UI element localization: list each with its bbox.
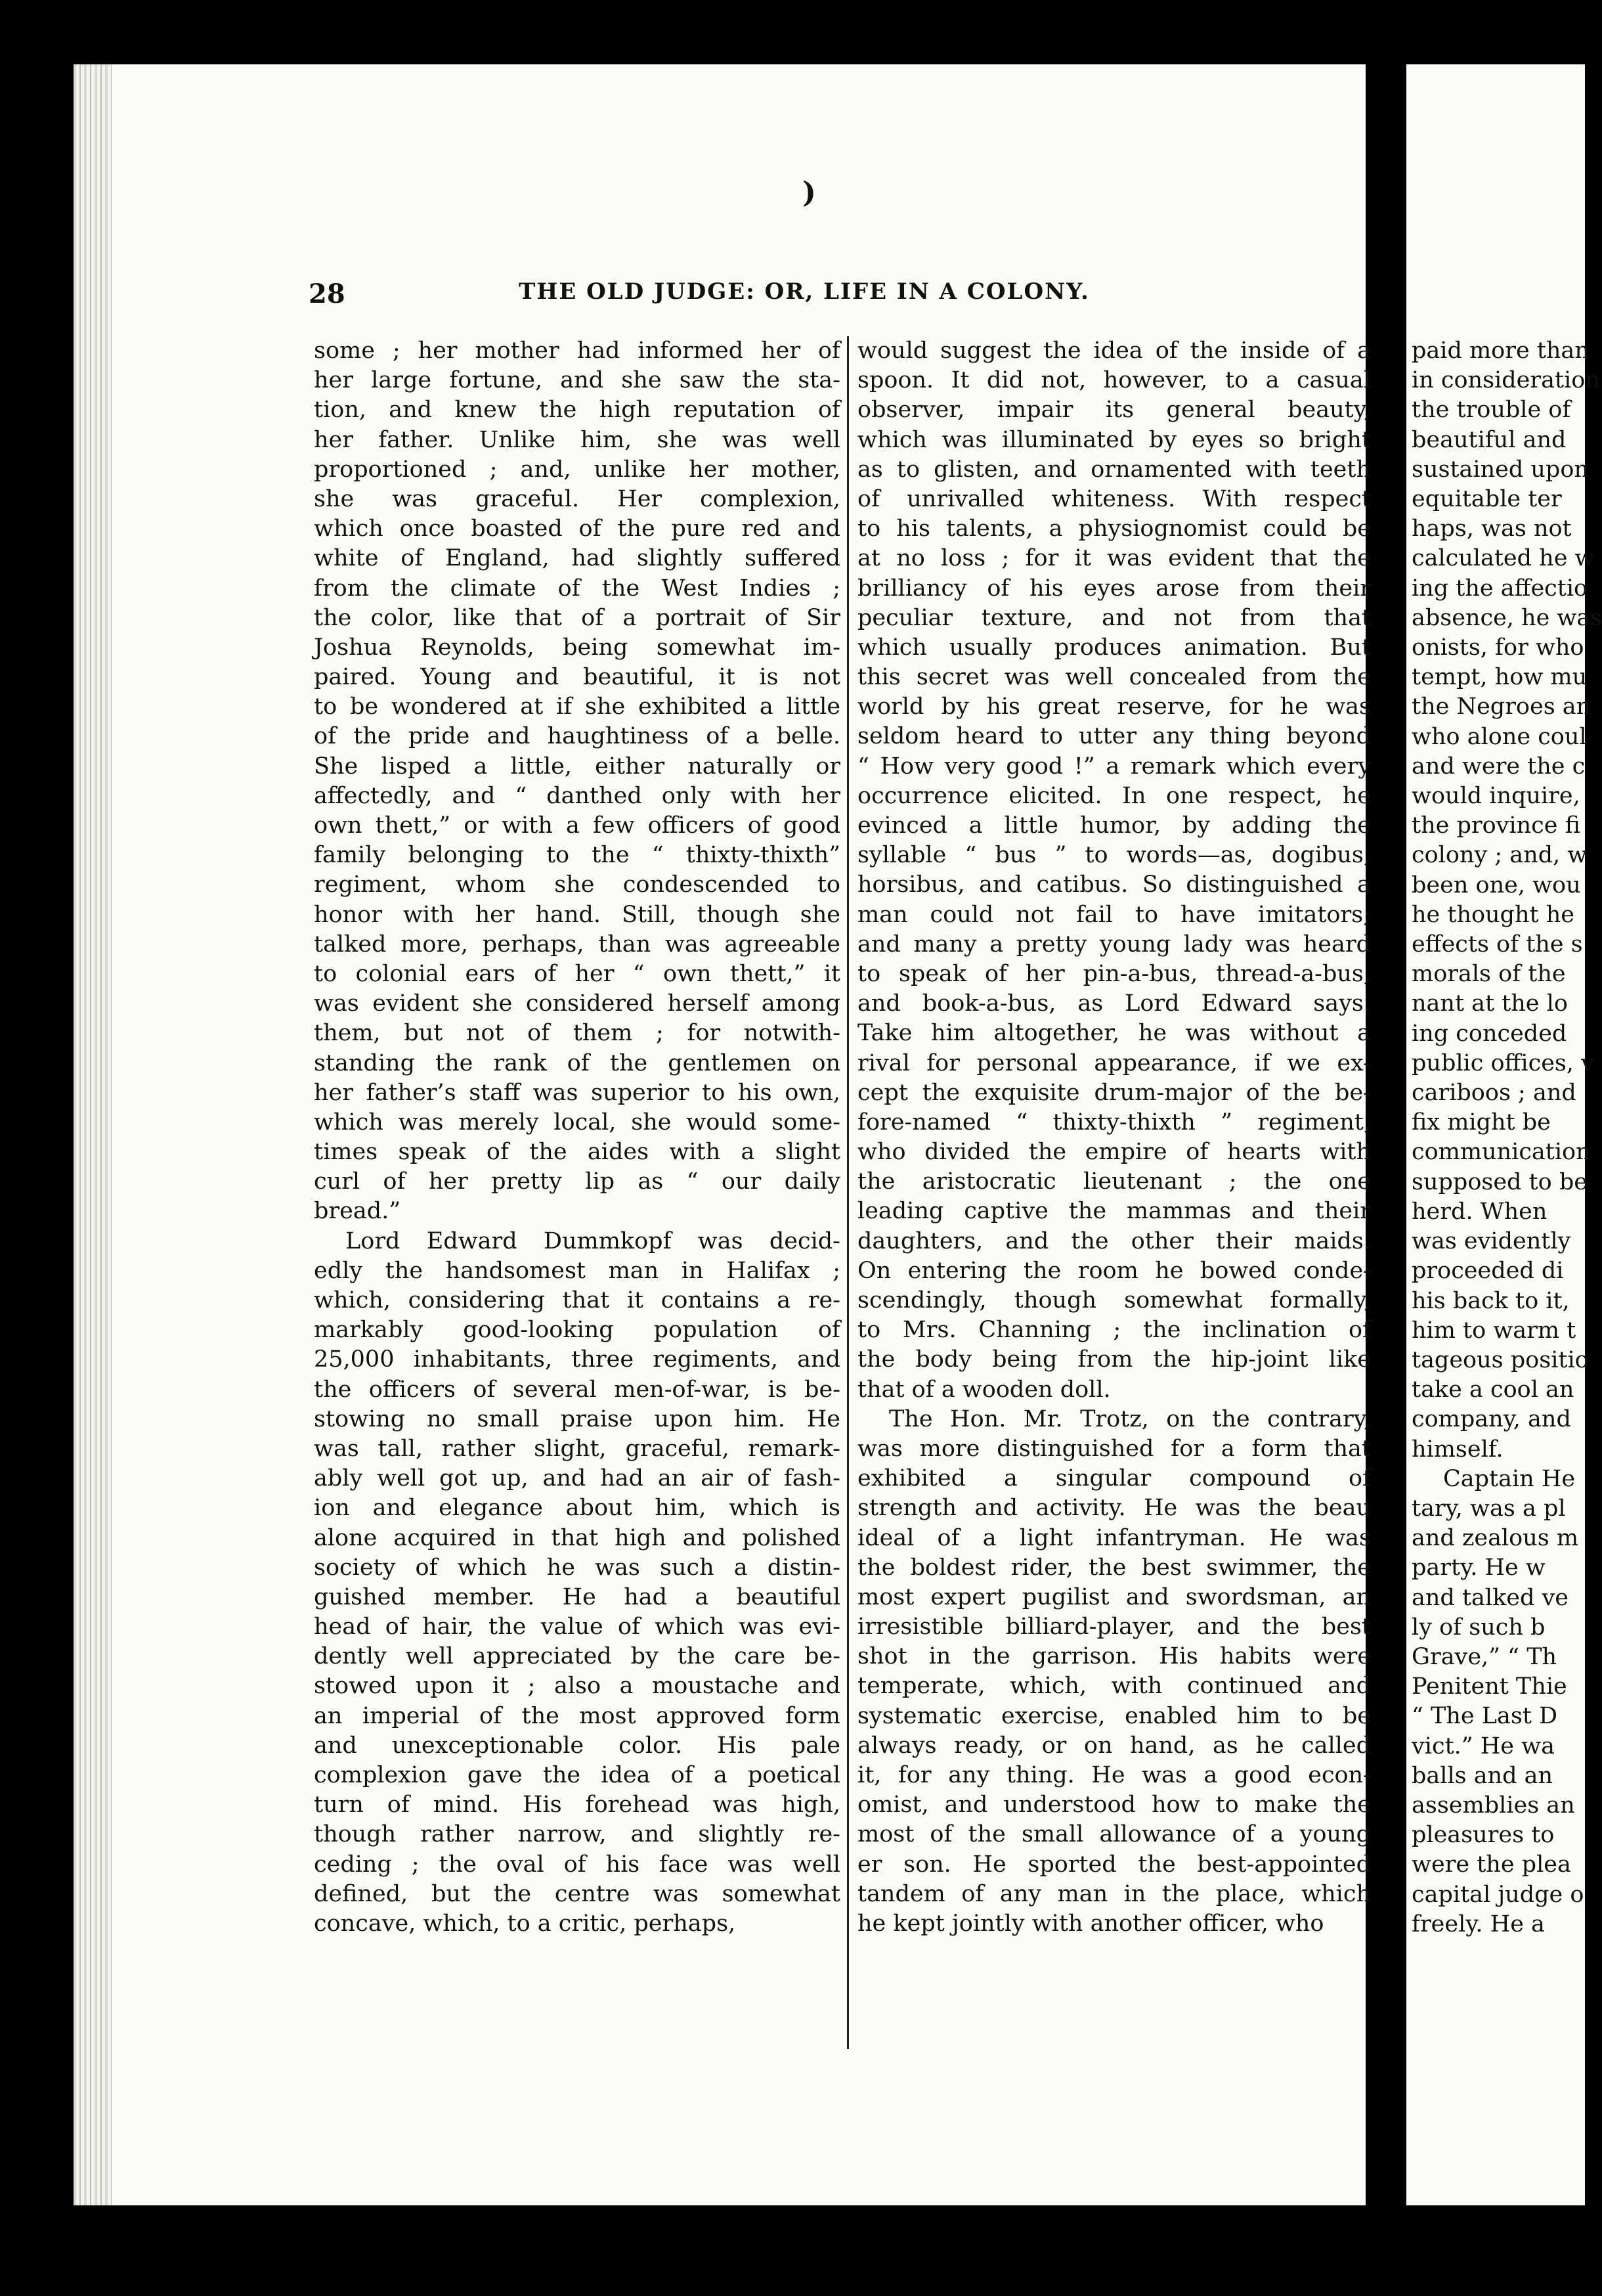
text-line: Lord Edward Dummkopf was decid- [345, 1227, 840, 1254]
text-line: colony ; and, w [1412, 842, 1588, 869]
text-line: turn of mind. His forehead was high, [314, 1792, 840, 1819]
text-line: dently well appreciated by the care be- [314, 1643, 840, 1670]
text-line: to speak of her pin-a-bus, thread-a-bus, [857, 960, 1371, 987]
text-line: take a cool an [1412, 1377, 1574, 1403]
text-line: Joshua Reynolds, being somewhat im- [314, 634, 840, 661]
text-line: from the climate of the West Indies ; [314, 575, 840, 602]
text-column-right-partial [1412, 336, 1602, 1939]
text-line: fix might be [1412, 1109, 1551, 1136]
text-line: proceeded di [1412, 1258, 1564, 1285]
text-line: in consideration [1412, 367, 1600, 394]
text-line: tary, was a pl [1412, 1495, 1566, 1522]
text-line: to be wondered at if she exhibited a little [314, 694, 840, 720]
text-line: himself. [1412, 1436, 1504, 1463]
text-line: tandem of any man in the place, which [857, 1880, 1371, 1907]
text-line: shot in the garrison. His habits were [857, 1643, 1371, 1670]
text-line: assemblies an [1412, 1792, 1575, 1819]
text-line: to Mrs. Channing ; the inclination of [857, 1317, 1371, 1344]
text-line: who divided the empire of hearts with [857, 1139, 1371, 1166]
text-line: temperate, which, with continued and [857, 1673, 1371, 1700]
text-line: the color, like that of a portrait of Sir [314, 604, 840, 631]
text-line: evinced a little humor, by adding the [857, 812, 1371, 839]
text-line: ion and elegance about him, which is [314, 1495, 840, 1522]
page-spine-edge [74, 64, 112, 2205]
text-line: cept the exquisite drum-major of the be- [857, 1079, 1371, 1106]
text-line: head of hair, the value of which was evi- [314, 1614, 840, 1641]
text-line: and zealous m [1412, 1525, 1579, 1552]
text-line: curl of her pretty lip as “ our daily [314, 1168, 840, 1195]
text-line: syllable “ bus ” to words—as, dogibus, [857, 842, 1371, 869]
text-line: pleasures to [1412, 1822, 1555, 1849]
text-line: systematic exercise, enabled him to be [857, 1702, 1371, 1729]
text-line: Grave,” “ Th [1412, 1643, 1557, 1670]
text-line: the trouble of [1412, 397, 1571, 424]
text-line: defined, but the centre was somewhat [314, 1880, 840, 1907]
text-line: times speak of the aides with a slight [314, 1139, 840, 1166]
text-line: tion, and knew the high reputation of [314, 397, 840, 424]
text-line: family belonging to the “ thixty-thixth” [314, 842, 840, 869]
text-line: Captain He [1443, 1465, 1576, 1492]
text-line: nant at the lo [1412, 990, 1568, 1017]
text-line: stowed upon it ; also a moustache and [314, 1673, 840, 1700]
text-line: world by his great reserve, for he was [857, 694, 1371, 720]
text-line: “ How very good !” a remark which every [857, 753, 1371, 780]
text-line: her large fortune, and she saw the sta- [314, 367, 840, 394]
text-line: her father. Unlike him, she was well [314, 426, 840, 453]
text-line: “ The Last D [1412, 1703, 1558, 1730]
text-line: fore-named “ thixty-thixth ” regiment, [857, 1109, 1371, 1136]
text-line: morals of the [1412, 961, 1566, 988]
text-line: exhibited a singular compound of [857, 1465, 1371, 1492]
text-line: paired. Young and beautiful, it is not [314, 664, 840, 691]
text-line: most of the small allowance of a young [857, 1821, 1371, 1848]
text-line: leading captive the mammas and their [857, 1198, 1371, 1225]
text-line: and unexceptionable color. His pale [314, 1732, 840, 1759]
text-line: complexion gave the idea of a poetical [314, 1762, 840, 1788]
text-line: capital judge o [1412, 1881, 1584, 1908]
text-line: sustained upon [1412, 456, 1589, 483]
text-line: haps, was not [1412, 516, 1572, 542]
text-line: some ; her mother had informed her of [314, 338, 840, 364]
text-line: equitable ter [1412, 486, 1562, 513]
text-line: of the pride and haughtiness of a belle. [314, 723, 840, 750]
text-line: On entering the room he bowed conde- [857, 1257, 1371, 1284]
text-line: man could not fail to have imitators; [857, 901, 1371, 928]
text-line: communication [1412, 1139, 1591, 1166]
text-line: always ready, or on hand, as he called [857, 1732, 1371, 1759]
text-line: ceding ; the oval of his face was well [314, 1851, 840, 1878]
text-line: ly of such b [1412, 1614, 1546, 1641]
text-line: party. He w [1412, 1555, 1546, 1581]
text-line: which was merely local, she would some- [314, 1109, 840, 1136]
text-line: bread.” [314, 1198, 401, 1225]
text-line: which was illuminated by eyes so bright [857, 426, 1371, 453]
text-line: honor with her hand. Still, though she [314, 901, 840, 928]
text-line: alone acquired in that high and polished [314, 1524, 840, 1551]
text-line: this secret was well concealed from the [857, 664, 1371, 691]
text-line: balls and an [1412, 1762, 1553, 1789]
text-line: who alone coul [1412, 723, 1587, 750]
text-line: brilliancy of his eyes arose from their [857, 575, 1371, 602]
stray-mark: ) [802, 176, 816, 210]
text-line: to colonial ears of her “ own thett,” it [314, 960, 840, 987]
text-line: which once boasted of the pure red and [314, 516, 840, 542]
column-rule [847, 336, 849, 2049]
text-line: proportioned ; and, unlike her mother, [314, 456, 840, 483]
text-line: talked more, perhaps, than was agreeable [314, 931, 840, 958]
text-line: beautiful and [1412, 426, 1567, 453]
text-line: markably good-looking population of [314, 1317, 840, 1344]
text-line: daughters, and the other their maids. [857, 1227, 1371, 1254]
text-line: own thett,” or with a few officers of good [314, 812, 840, 839]
text-line: tageous positio [1412, 1346, 1589, 1373]
text-line: were the plea [1412, 1851, 1571, 1878]
text-line: seldom heard to utter any thing beyond [857, 723, 1371, 750]
text-line: which, considering that it contains a re- [314, 1287, 840, 1314]
text-line: concave, which, to a critic, perhaps, [314, 1910, 736, 1937]
text-line: ing conceded [1412, 1020, 1567, 1047]
page-number: 28 [309, 278, 345, 309]
text-line: her father’s staff was superior to his own, [314, 1079, 840, 1106]
text-line: public offices, v [1412, 1049, 1594, 1076]
text-line: to his talents, a physiognomist could be [857, 516, 1371, 542]
text-line: of unrivalled whiteness. With respect [857, 485, 1371, 512]
text-line: occurrence elicited. In one respect, he [857, 782, 1371, 809]
text-line: ideal of a light infantryman. He was [857, 1524, 1371, 1551]
text-line: absence, he was [1412, 604, 1602, 631]
text-line: was evidently [1412, 1228, 1571, 1255]
text-line: She lisped a little, either naturally or [314, 753, 840, 780]
text-line: his back to it, [1412, 1287, 1570, 1314]
text-line: edly the handsomest man in Halifax ; [314, 1257, 840, 1284]
text-line: scendingly, though somewhat formally, [857, 1287, 1371, 1314]
text-line: regiment, whom she condescended to [314, 872, 840, 898]
text-line: would inquire, [1412, 783, 1580, 810]
text-line: most expert pugilist and swordsman, an [857, 1583, 1371, 1610]
text-line: cariboos ; and [1412, 1080, 1576, 1107]
text-line: 25,000 inhabitants, three regiments, and [314, 1346, 840, 1373]
text-line: though rather narrow, and slightly re- [314, 1821, 840, 1848]
text-line: the boldest rider, the best swimmer, the [857, 1554, 1371, 1581]
text-line: effects of the s [1412, 931, 1583, 958]
text-line: the province fi [1412, 812, 1580, 839]
text-line: would suggest the idea of the inside of a [857, 338, 1371, 364]
text-line: as to glisten, and ornamented with teeth [857, 456, 1371, 483]
text-line: and many a pretty young lady was heard [857, 931, 1371, 958]
text-line: was tall, rather slight, graceful, remark- [314, 1435, 840, 1462]
text-line: was evident she considered herself among [314, 990, 840, 1017]
text-line: the aristocratic lieutenant ; the one [857, 1168, 1371, 1195]
text-line: irresistible billiard-player, and the best [857, 1614, 1371, 1641]
text-line: the Negroes an [1412, 694, 1591, 720]
text-line: guished member. He had a beautiful [314, 1583, 840, 1610]
text-line: omist, and understood how to make the [857, 1792, 1371, 1819]
text-line: the officers of several men-of-war, is be- [314, 1376, 840, 1403]
text-line: and talked ve [1412, 1584, 1569, 1611]
text-line: The Hon. Mr. Trotz, on the contrary, [889, 1405, 1371, 1432]
text-line: supposed to be [1412, 1168, 1588, 1195]
text-line: paid more than [1412, 338, 1590, 364]
text-line: onists, for who [1412, 634, 1584, 661]
text-line: that of a wooden doll. [857, 1376, 1111, 1403]
text-line: him to warm t [1412, 1317, 1576, 1344]
text-line: and were the c [1412, 753, 1586, 780]
book-gutter [1366, 64, 1406, 2205]
text-line: rival for personal appearance, if we ex- [857, 1049, 1371, 1076]
text-line: horsibus, and catibus. So distinguished a [857, 872, 1371, 898]
text-line: was more distinguished for a form that [857, 1435, 1371, 1462]
text-line: standing the rank of the gentlemen on [314, 1049, 840, 1076]
text-line: them, but not of them ; for notwith- [314, 1020, 840, 1047]
text-line: strength and activity. He was the beau [857, 1495, 1371, 1522]
text-line: affectedly, and “ danthed only with her [314, 782, 840, 809]
text-line: spoon. It did not, however, to a casual [857, 367, 1371, 394]
text-line: Take him altogether, he was without a [857, 1020, 1371, 1047]
text-line: at no loss ; for it was evident that the [857, 545, 1371, 572]
text-line: peculiar texture, and not from that [857, 604, 1371, 631]
text-line: and book-a-bus, as Lord Edward says. [857, 990, 1371, 1017]
text-line: observer, impair its general beauty, [857, 397, 1371, 424]
text-line: white of England, had slightly suffered [314, 545, 840, 572]
text-line: ably well got up, and had an air of fash- [314, 1465, 840, 1492]
text-column-middle [857, 336, 1371, 1939]
text-line: ing the affectio [1412, 575, 1588, 602]
text-line: vict.” He wa [1412, 1733, 1555, 1759]
text-line: which usually produces animation. But [857, 634, 1371, 661]
text-line: freely. He a [1412, 1910, 1545, 1937]
text-column-left [314, 336, 840, 1939]
text-line: company, and [1412, 1406, 1571, 1433]
text-line: the body being from the hip-joint like [857, 1346, 1371, 1373]
text-line: stowing no small praise upon him. He [314, 1405, 840, 1432]
text-line: it, for any thing. He was a good econ- [857, 1762, 1371, 1788]
text-line: Penitent Thie [1412, 1673, 1567, 1700]
text-line: been one, wou [1412, 872, 1581, 898]
text-line: she was graceful. Her complexion, [314, 485, 840, 512]
running-head: THE OLD JUDGE: OR, LIFE IN A COLONY. [519, 278, 1090, 305]
text-line: society of which he was such a distin- [314, 1554, 840, 1581]
text-line: he kept jointly with another officer, who [857, 1910, 1324, 1937]
text-line: er son. He sported the best-appointed [857, 1851, 1371, 1878]
text-line: he thought he [1412, 901, 1574, 928]
text-line: calculated he w [1412, 545, 1595, 572]
text-line: herd. When [1412, 1198, 1548, 1225]
text-line: tempt, how mu [1412, 664, 1588, 691]
text-line: an imperial of the most approved form [314, 1702, 840, 1729]
